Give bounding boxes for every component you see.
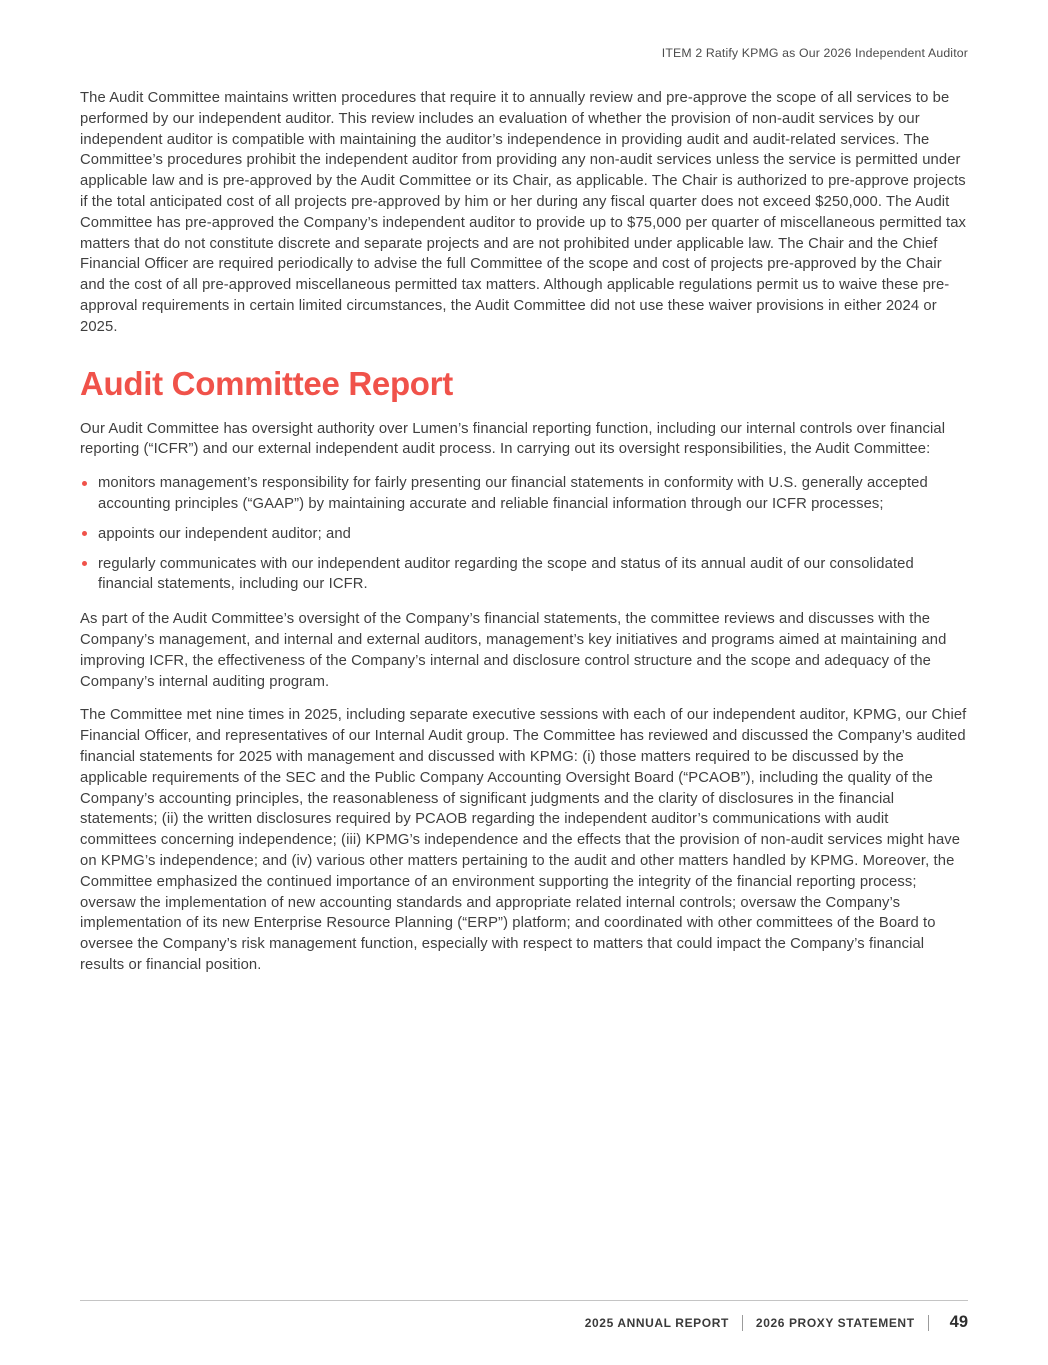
footer-annual-report-label: 2025 ANNUAL REPORT: [584, 1315, 729, 1330]
report-paragraph: As part of the Audit Committee’s oversight of the Company’s financial statements, the committee reviews and discusses with the Company’s management, and internal and external auditors, management’s key initiatives and programs aimed at maintaining and improving ICFR, the effectiveness of the Company’s internal and disclosure control structure and the scope and adequacy of the Company’s internal auditing program.: [80, 611, 947, 690]
page-number: 49: [949, 1313, 968, 1331]
report-lead-paragraph: Our Audit Committee has oversight authority over Lumen’s financial reporting function, including our internal controls over financial reporting (“ICFR”) and our external independent audit process. In carrying out its oversight responsibilities, the Audit Committee:: [80, 420, 946, 458]
list-item: [80, 554, 968, 596]
footer-row: [80, 1313, 968, 1332]
bullet-icon: [82, 561, 87, 566]
bullet-icon: [82, 481, 87, 486]
footer-separator: [742, 1315, 743, 1331]
footer-divider-line: [80, 1300, 968, 1301]
report-paragraph: The Committee met nine times in 2025, including separate executive sessions with each of our independent auditor, KPMG, our Chief Financial Officer, and representatives of our Internal Audit group. The Committee has reviewed and discussed the Company’s audited financial statements for 2025 with management and discussed with KPMG: (i) those matters required to be discussed by the applicable requirements of the SEC and the Public Company Accounting Oversight Board (“PCAOB”), including the quality of the Company’s accounting principles, the reasonableness of significant judgments and the clarity of disclosures in the financial statements; (ii) the written disclosures required by PCAOB regarding the independent auditor’s communications with audit committees concerning independence; (iii) KPMG’s independence and the effects that the provision of non-audit services might have on KPMG’s independence; and (iv) various other matters pertaining to the audit and other matters handled by KPMG. Moreover, the Committee emphasized the continued importance of an environment supporting the integrity of the financial reporting process; oversaw the implementation of new accounting standards and appropriate related internal controls; oversaw the Company’s implementation of its new Enterprise Resource Planning (“ERP”) platform; and coordinated with other committees of the Board to oversee the Company’s risk management function, especially with respect to matters that could impact the Company’s financial results or financial position.: [80, 707, 967, 973]
list-item: [80, 524, 968, 545]
footer-separator: [928, 1315, 929, 1331]
bullet-icon: [82, 531, 87, 536]
running-header: ITEM 2 Ratify KPMG as Our 2026 Independent Auditor: [661, 46, 968, 60]
bullet-text: regularly communicates with our independent auditor regarding the scope and status of its annual audit of our consolidated financial statements, including our ICFR.: [98, 555, 914, 593]
section-title: Audit Committee Report: [80, 364, 453, 402]
intro-paragraph: The Audit Committee maintains written procedures that require it to annually review and pre-approve the scope of all services to be performed by our independent auditor. This review includes an evaluation of whether the provision of non-audit services by our independent auditor is compatible with maintaining the auditor’s independence in providing audit and audit-related services. The Committee’s procedures prohibit the independent auditor from providing any non-audit services unless the service is permitted under applicable law and is pre-approved by the Audit Committee or its Chair, as applicable. The Chair is authorized to pre-approve projects if the total anticipated cost of all projects pre-approved by him or her during any fiscal quarter does not exceed $250,000. The Audit Committee has pre-approved the Company’s independent auditor to provide up to $75,000 per quarter of miscellaneous permitted tax matters that do not constitute discrete and separate projects and are not prohibited under applicable law. The Chair and the Chief Financial Officer are required periodically to advise the full Committee of the scope and cost of projects pre-approved by the Chair and the cost of all pre-approved miscellaneous permitted tax matters. Although applicable regulations permit us to waive these pre-approval requirements in certain limited circumstances, the Audit Committee did not use these waiver provisions in either 2024 or 2025.: [80, 90, 967, 335]
page-content: [80, 88, 968, 989]
report-bullet-list: [80, 473, 968, 595]
footer-proxy-statement-label: 2026 PROXY STATEMENT: [755, 1315, 915, 1330]
bullet-text: monitors management’s responsibility for fairly presenting our financial statements in conformity with U.S. generally accepted accounting principles (“GAAP”) by maintaining accurate and reliable financial information through our ICFR processes;: [98, 475, 928, 512]
page-footer: [80, 1300, 968, 1332]
bullet-text: appoints our independent auditor; and: [98, 525, 351, 542]
list-item: [80, 473, 968, 515]
